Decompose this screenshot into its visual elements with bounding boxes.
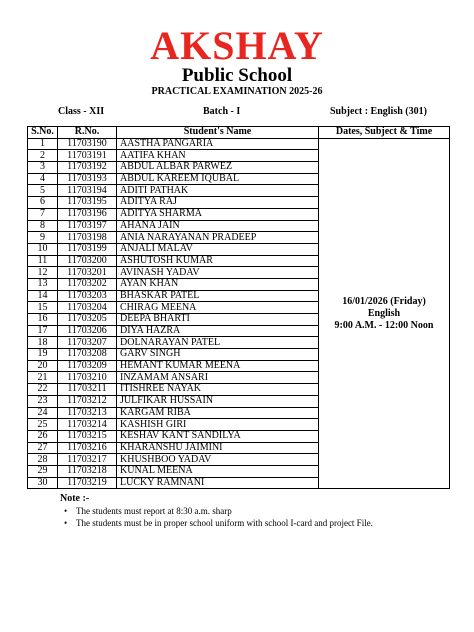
cell-rno: 11703205 (58, 314, 117, 326)
cell-sno: 22 (28, 384, 58, 396)
cell-student-name: INZAMAM ANSARI (117, 372, 319, 384)
cell-student-name: KASHISH GIRI (117, 419, 319, 431)
cell-rno: 11703200 (58, 255, 117, 267)
table-row (28, 138, 450, 150)
cell-sno: 1 (28, 138, 58, 150)
cell-sno: 17 (28, 325, 58, 337)
cell-sno: 13 (28, 278, 58, 290)
cell-rno: 11703190 (58, 138, 117, 150)
cell-student-name: ADITI PATHAK (117, 185, 319, 197)
student-table (27, 126, 450, 489)
cell-rno: 11703202 (58, 278, 117, 290)
bullet-icon: • (64, 518, 68, 528)
cell-student-name: AYAN KHAN (117, 278, 319, 290)
cell-sno: 5 (28, 185, 58, 197)
cell-sno: 28 (28, 454, 58, 466)
schedule-cell (319, 138, 450, 489)
cell-sno: 10 (28, 243, 58, 255)
cell-sno: 21 (28, 372, 58, 384)
cell-student-name: AVINASH YADAV (117, 267, 319, 279)
subject-label: Subject : English (301) (330, 106, 427, 117)
column-header-sno: S.No. (28, 127, 58, 139)
cell-sno: 14 (28, 290, 58, 302)
cell-rno: 11703207 (58, 337, 117, 349)
cell-sno: 25 (28, 419, 58, 431)
cell-sno: 18 (28, 337, 58, 349)
cell-student-name: ANIA NARAYANAN PRADEEP (117, 232, 319, 244)
cell-sno: 9 (28, 232, 58, 244)
cell-student-name: ADITYA SHARMA (117, 208, 319, 220)
cell-rno: 11703217 (58, 454, 117, 466)
schedule-subject: English (367, 307, 401, 319)
cell-sno: 30 (28, 477, 58, 489)
cell-sno: 4 (28, 173, 58, 185)
cell-sno: 27 (28, 442, 58, 454)
cell-student-name: JULFIKAR HUSSAIN (117, 395, 319, 407)
cell-rno: 11703196 (58, 208, 117, 220)
cell-sno: 26 (28, 430, 58, 442)
cell-rno: 11703210 (58, 372, 117, 384)
cell-sno: 20 (28, 360, 58, 372)
cell-sno: 19 (28, 349, 58, 361)
cell-rno: 11703198 (58, 232, 117, 244)
cell-student-name: ITISHREE NAYAK (117, 384, 319, 396)
cell-rno: 11703208 (58, 349, 117, 361)
cell-sno: 11 (28, 255, 58, 267)
schedule-date: 16/01/2026 (Friday) (342, 295, 426, 307)
cell-student-name: DIYA HAZRA (117, 325, 319, 337)
schedule-time: 9:00 A.M. - 12:00 Noon (334, 319, 434, 331)
cell-student-name: KHARANSHU JAIMINI (117, 442, 319, 454)
cell-sno: 23 (28, 395, 58, 407)
column-header-schedule: Dates, Subject & Time (319, 127, 450, 139)
cell-rno: 11703212 (58, 395, 117, 407)
cell-student-name: KESHAV KANT SANDILYA (117, 430, 319, 442)
cell-student-name: KHUSHBOO YADAV (117, 454, 319, 466)
cell-rno: 11703213 (58, 407, 117, 419)
cell-sno: 6 (28, 197, 58, 209)
cell-sno: 29 (28, 465, 58, 477)
cell-student-name: LUCKY RAMNANI (117, 477, 319, 489)
cell-sno: 7 (28, 208, 58, 220)
cell-rno: 11703193 (58, 173, 117, 185)
cell-student-name: KUNAL MEENA (117, 465, 319, 477)
cell-student-name: ADITYA RAJ (117, 197, 319, 209)
cell-rno: 11703192 (58, 162, 117, 174)
cell-student-name: CHIRAG MEENA (117, 302, 319, 314)
cell-sno: 12 (28, 267, 58, 279)
cell-student-name: BHASKAR PATEL (117, 290, 319, 302)
school-logo-text: AKSHAY (150, 23, 324, 68)
cell-rno: 11703219 (58, 477, 117, 489)
cell-rno: 11703215 (58, 430, 117, 442)
cell-rno: 11703218 (58, 465, 117, 477)
cell-rno: 11703214 (58, 419, 117, 431)
exam-title: PRACTICAL EXAMINATION 2025-26 (151, 86, 323, 97)
cell-sno: 24 (28, 407, 58, 419)
cell-student-name: ANJALI MALAV (117, 243, 319, 255)
cell-sno: 3 (28, 162, 58, 174)
class-label: Class - XII (58, 106, 105, 117)
column-header-name: Student's Name (117, 127, 319, 139)
cell-rno: 11703201 (58, 267, 117, 279)
table-body (28, 138, 450, 489)
cell-sno: 15 (28, 302, 58, 314)
cell-student-name: ASHUTOSH KUMAR (117, 255, 319, 267)
cell-sno: 8 (28, 220, 58, 232)
cell-rno: 11703191 (58, 150, 117, 162)
note-text: The students must be in proper school uniform with school I-card and project File. (76, 518, 373, 528)
column-header-rno: R.No. (58, 127, 117, 139)
note-text: The students must report at 8:30 a.m. sharp (76, 506, 232, 516)
cell-rno: 11703216 (58, 442, 117, 454)
cell-student-name: GARV SINGH (117, 349, 319, 361)
note-title: Note :- (60, 493, 90, 504)
note-item (62, 505, 373, 517)
cell-sno: 16 (28, 314, 58, 326)
bullet-icon: • (64, 506, 68, 516)
notes-list (62, 505, 373, 529)
cell-student-name: DEEPA BHARTI (117, 314, 319, 326)
cell-student-name: AATIFA KHAN (117, 150, 319, 162)
cell-rno: 11703195 (58, 197, 117, 209)
cell-rno: 11703204 (58, 302, 117, 314)
cell-sno: 2 (28, 150, 58, 162)
cell-rno: 11703197 (58, 220, 117, 232)
cell-student-name: DOLNARAYAN PATEL (117, 337, 319, 349)
batch-label: Batch - I (203, 106, 241, 117)
cell-student-name: KARGAM RIBA (117, 407, 319, 419)
school-name: Public School (181, 65, 293, 86)
cell-student-name: AHANA JAIN (117, 220, 319, 232)
cell-rno: 11703199 (58, 243, 117, 255)
cell-rno: 11703194 (58, 185, 117, 197)
cell-rno: 11703203 (58, 290, 117, 302)
note-item (62, 517, 373, 529)
cell-student-name: AASTHA PANGARIA (117, 138, 319, 150)
cell-rno: 11703209 (58, 360, 117, 372)
cell-rno: 11703206 (58, 325, 117, 337)
cell-rno: 11703211 (58, 384, 117, 396)
cell-student-name: ABDUL KAREEM IQUBAL (117, 173, 319, 185)
cell-student-name: HEMANT KUMAR MEENA (117, 360, 319, 372)
table-header-row (28, 127, 450, 139)
cell-student-name: ABDUL ALBAR PARWEZ (117, 162, 319, 174)
